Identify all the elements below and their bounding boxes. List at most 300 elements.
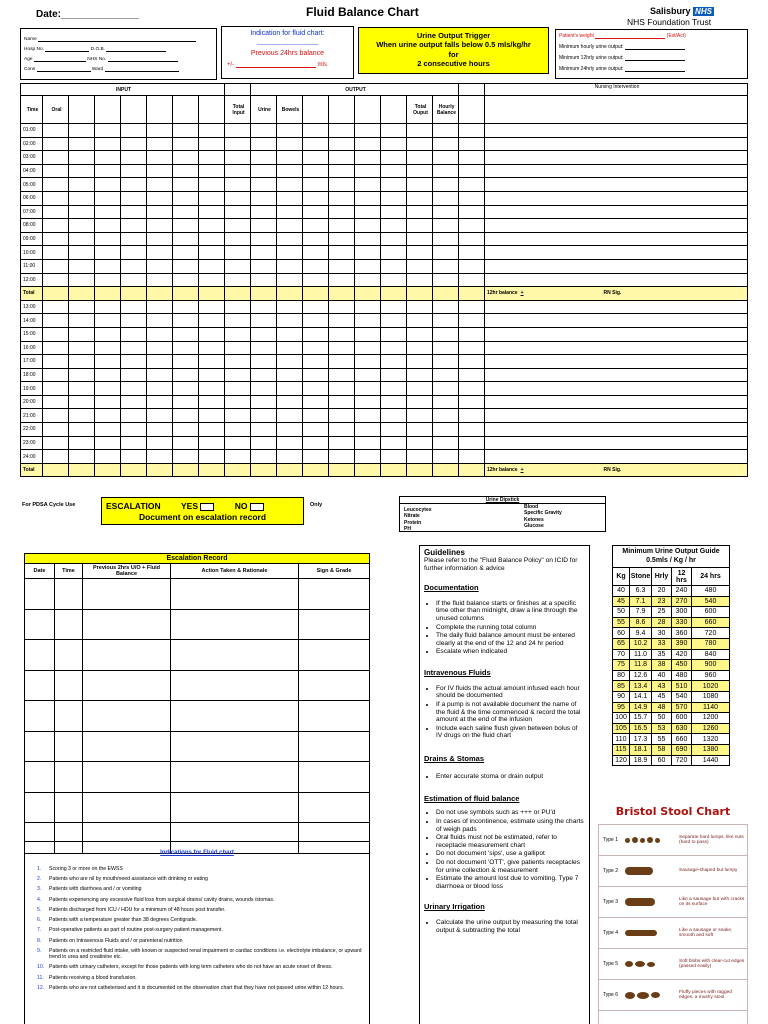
entry-cell[interactable] [225, 314, 251, 328]
entry-cell[interactable] [485, 205, 748, 219]
entry-cell[interactable] [277, 395, 303, 409]
total-cell[interactable] [95, 287, 121, 301]
entry-cell[interactable] [173, 327, 199, 341]
escalation-cell[interactable] [25, 731, 55, 762]
entry-cell[interactable] [225, 178, 251, 192]
entry-cell[interactable] [407, 355, 433, 369]
entry-cell[interactable] [69, 124, 95, 138]
entry-cell[interactable] [485, 382, 748, 396]
entry-cell[interactable] [95, 178, 121, 192]
escalation-cell[interactable] [25, 640, 55, 671]
entry-cell[interactable] [173, 191, 199, 205]
escalation-cell[interactable] [83, 579, 171, 610]
entry-cell[interactable] [277, 191, 303, 205]
entry-cell[interactable] [251, 164, 277, 178]
entry-cell[interactable] [329, 232, 355, 246]
entry-cell[interactable] [485, 137, 748, 151]
entry-cell[interactable] [225, 436, 251, 450]
entry-cell[interactable] [485, 191, 748, 205]
entry-cell[interactable] [147, 300, 173, 314]
entry-cell[interactable] [407, 382, 433, 396]
entry-cell[interactable] [303, 341, 329, 355]
escalation-cell[interactable] [299, 731, 370, 762]
entry-cell[interactable] [277, 423, 303, 437]
entry-cell[interactable] [433, 450, 459, 464]
entry-cell[interactable] [433, 191, 459, 205]
entry-cell[interactable] [147, 273, 173, 287]
total-cell[interactable] [329, 463, 355, 477]
entry-cell[interactable] [251, 151, 277, 165]
entry-cell[interactable] [303, 327, 329, 341]
entry-cell[interactable] [277, 436, 303, 450]
entry-cell[interactable] [95, 259, 121, 273]
total-cell[interactable] [433, 463, 459, 477]
entry-cell[interactable] [407, 436, 433, 450]
entry-cell[interactable] [225, 151, 251, 165]
entry-cell[interactable] [485, 151, 748, 165]
entry-cell[interactable] [433, 368, 459, 382]
entry-cell[interactable] [459, 219, 485, 233]
entry-cell[interactable] [43, 355, 69, 369]
entry-cell[interactable] [69, 314, 95, 328]
entry-cell[interactable] [199, 219, 225, 233]
entry-cell[interactable] [251, 219, 277, 233]
entry-cell[interactable] [147, 246, 173, 260]
entry-cell[interactable] [173, 164, 199, 178]
total-cell[interactable] [121, 287, 147, 301]
entry-cell[interactable] [329, 191, 355, 205]
total-cell[interactable] [225, 287, 251, 301]
entry-cell[interactable] [199, 232, 225, 246]
total-cell[interactable] [303, 463, 329, 477]
entry-cell[interactable] [251, 191, 277, 205]
entry-cell[interactable] [199, 368, 225, 382]
entry-cell[interactable] [407, 232, 433, 246]
entry-cell[interactable] [173, 368, 199, 382]
entry-cell[interactable] [95, 395, 121, 409]
entry-cell[interactable] [355, 232, 381, 246]
entry-cell[interactable] [433, 178, 459, 192]
entry-cell[interactable] [329, 219, 355, 233]
entry-cell[interactable] [121, 164, 147, 178]
entry-cell[interactable] [173, 355, 199, 369]
entry-cell[interactable] [121, 382, 147, 396]
entry-cell[interactable] [303, 246, 329, 260]
total-cell[interactable] [433, 287, 459, 301]
entry-cell[interactable] [459, 423, 485, 437]
entry-cell[interactable] [121, 450, 147, 464]
entry-cell[interactable] [485, 178, 748, 192]
entry-cell[interactable] [121, 151, 147, 165]
entry-cell[interactable] [95, 191, 121, 205]
entry-cell[interactable] [251, 246, 277, 260]
entry-cell[interactable] [199, 382, 225, 396]
entry-cell[interactable] [225, 382, 251, 396]
escalation-cell[interactable] [55, 640, 83, 671]
entry-cell[interactable] [199, 246, 225, 260]
entry-cell[interactable] [43, 137, 69, 151]
entry-cell[interactable] [329, 259, 355, 273]
escalation-cell[interactable] [55, 701, 83, 732]
entry-cell[interactable] [485, 450, 748, 464]
entry-cell[interactable] [303, 436, 329, 450]
escalation-cell[interactable] [25, 762, 55, 793]
entry-cell[interactable] [147, 423, 173, 437]
entry-cell[interactable] [407, 191, 433, 205]
total-cell[interactable] [69, 287, 95, 301]
total-cell[interactable] [355, 463, 381, 477]
entry-cell[interactable] [147, 219, 173, 233]
entry-cell[interactable] [251, 436, 277, 450]
entry-cell[interactable] [43, 436, 69, 450]
entry-cell[interactable] [43, 164, 69, 178]
escalation-cell[interactable] [83, 762, 171, 793]
entry-cell[interactable] [225, 300, 251, 314]
entry-cell[interactable] [459, 178, 485, 192]
entry-cell[interactable] [407, 219, 433, 233]
entry-cell[interactable] [277, 355, 303, 369]
entry-cell[interactable] [329, 382, 355, 396]
entry-cell[interactable] [251, 178, 277, 192]
total-cell[interactable] [43, 287, 69, 301]
escalation-cell[interactable] [171, 579, 299, 610]
entry-cell[interactable] [199, 191, 225, 205]
entry-cell[interactable] [459, 246, 485, 260]
entry-cell[interactable] [251, 382, 277, 396]
escalation-cell[interactable] [171, 731, 299, 762]
entry-cell[interactable] [121, 124, 147, 138]
entry-cell[interactable] [355, 423, 381, 437]
entry-cell[interactable] [69, 137, 95, 151]
entry-cell[interactable] [485, 314, 748, 328]
entry-cell[interactable] [329, 341, 355, 355]
entry-cell[interactable] [355, 219, 381, 233]
entry-cell[interactable] [485, 219, 748, 233]
entry-cell[interactable] [121, 355, 147, 369]
escalation-cell[interactable] [55, 731, 83, 762]
entry-cell[interactable] [433, 259, 459, 273]
entry-cell[interactable] [459, 137, 485, 151]
entry-cell[interactable] [459, 355, 485, 369]
entry-cell[interactable] [173, 232, 199, 246]
entry-cell[interactable] [277, 259, 303, 273]
total-cell[interactable] [459, 463, 485, 477]
entry-cell[interactable] [147, 191, 173, 205]
entry-cell[interactable] [433, 246, 459, 260]
entry-cell[interactable] [69, 246, 95, 260]
escalation-cell[interactable] [25, 701, 55, 732]
entry-cell[interactable] [43, 300, 69, 314]
entry-cell[interactable] [251, 409, 277, 423]
yes-checkbox[interactable] [200, 503, 214, 511]
entry-cell[interactable] [381, 219, 407, 233]
entry-cell[interactable] [407, 137, 433, 151]
entry-cell[interactable] [199, 341, 225, 355]
entry-cell[interactable] [381, 395, 407, 409]
entry-cell[interactable] [433, 205, 459, 219]
total-cell[interactable] [95, 463, 121, 477]
entry-cell[interactable] [303, 124, 329, 138]
entry-cell[interactable] [199, 409, 225, 423]
entry-cell[interactable] [329, 436, 355, 450]
entry-cell[interactable] [355, 259, 381, 273]
entry-cell[interactable] [173, 151, 199, 165]
entry-cell[interactable] [95, 300, 121, 314]
entry-cell[interactable] [329, 300, 355, 314]
entry-cell[interactable] [121, 205, 147, 219]
entry-cell[interactable] [43, 368, 69, 382]
total-cell[interactable] [147, 463, 173, 477]
entry-cell[interactable] [121, 273, 147, 287]
entry-cell[interactable] [251, 124, 277, 138]
escalation-cell[interactable] [55, 609, 83, 640]
total-cell[interactable] [69, 463, 95, 477]
entry-cell[interactable] [43, 382, 69, 396]
cons-field[interactable] [37, 66, 91, 72]
entry-cell[interactable] [355, 205, 381, 219]
output-12hr-field[interactable] [625, 55, 685, 61]
escalation-cell[interactable] [25, 609, 55, 640]
total-cell[interactable] [355, 287, 381, 301]
entry-cell[interactable] [355, 178, 381, 192]
entry-cell[interactable] [329, 273, 355, 287]
entry-cell[interactable] [329, 450, 355, 464]
entry-cell[interactable] [329, 355, 355, 369]
age-field[interactable] [34, 56, 86, 62]
entry-cell[interactable] [407, 409, 433, 423]
escalation-cell[interactable] [83, 792, 171, 823]
entry-cell[interactable] [43, 395, 69, 409]
entry-cell[interactable] [121, 327, 147, 341]
escalation-cell[interactable] [299, 701, 370, 732]
entry-cell[interactable] [95, 164, 121, 178]
entry-cell[interactable] [329, 409, 355, 423]
entry-cell[interactable] [69, 355, 95, 369]
entry-cell[interactable] [69, 191, 95, 205]
entry-cell[interactable] [43, 219, 69, 233]
total-cell[interactable] [329, 287, 355, 301]
escalation-cell[interactable] [55, 579, 83, 610]
entry-cell[interactable] [381, 151, 407, 165]
entry-cell[interactable] [199, 300, 225, 314]
entry-cell[interactable] [381, 205, 407, 219]
entry-cell[interactable] [95, 151, 121, 165]
entry-cell[interactable] [121, 178, 147, 192]
escalation-cell[interactable] [83, 731, 171, 762]
entry-cell[interactable] [459, 191, 485, 205]
entry-cell[interactable] [485, 436, 748, 450]
entry-cell[interactable] [69, 395, 95, 409]
entry-cell[interactable] [459, 395, 485, 409]
entry-cell[interactable] [329, 124, 355, 138]
entry-cell[interactable] [355, 450, 381, 464]
entry-cell[interactable] [459, 409, 485, 423]
escalation-cell[interactable] [171, 640, 299, 671]
entry-cell[interactable] [355, 300, 381, 314]
entry-cell[interactable] [251, 368, 277, 382]
entry-cell[interactable] [121, 191, 147, 205]
entry-cell[interactable] [147, 368, 173, 382]
entry-cell[interactable] [407, 246, 433, 260]
entry-cell[interactable] [381, 191, 407, 205]
output-24hr-field[interactable] [625, 66, 685, 72]
entry-cell[interactable] [433, 423, 459, 437]
entry-cell[interactable] [329, 395, 355, 409]
entry-cell[interactable] [277, 137, 303, 151]
entry-cell[interactable] [277, 300, 303, 314]
escalation-cell[interactable] [171, 609, 299, 640]
entry-cell[interactable] [277, 164, 303, 178]
entry-cell[interactable] [199, 327, 225, 341]
entry-cell[interactable] [147, 450, 173, 464]
entry-cell[interactable] [433, 151, 459, 165]
escalation-cell[interactable] [171, 701, 299, 732]
escalation-cell[interactable] [171, 792, 299, 823]
total-cell[interactable] [381, 287, 407, 301]
entry-cell[interactable] [173, 436, 199, 450]
total-cell[interactable] [407, 463, 433, 477]
entry-cell[interactable] [355, 327, 381, 341]
entry-cell[interactable] [303, 151, 329, 165]
entry-cell[interactable] [277, 124, 303, 138]
entry-cell[interactable] [459, 314, 485, 328]
entry-cell[interactable] [277, 178, 303, 192]
entry-cell[interactable] [329, 178, 355, 192]
entry-cell[interactable] [173, 205, 199, 219]
entry-cell[interactable] [147, 436, 173, 450]
entry-cell[interactable] [485, 395, 748, 409]
entry-cell[interactable] [381, 259, 407, 273]
entry-cell[interactable] [225, 259, 251, 273]
entry-cell[interactable] [147, 137, 173, 151]
ward-field[interactable] [105, 66, 179, 72]
entry-cell[interactable] [459, 382, 485, 396]
entry-cell[interactable] [277, 151, 303, 165]
entry-cell[interactable] [459, 450, 485, 464]
entry-cell[interactable] [459, 205, 485, 219]
entry-cell[interactable] [43, 423, 69, 437]
entry-cell[interactable] [147, 178, 173, 192]
entry-cell[interactable] [355, 355, 381, 369]
entry-cell[interactable] [95, 314, 121, 328]
nhs-no-field[interactable] [108, 56, 178, 62]
entry-cell[interactable] [225, 124, 251, 138]
entry-cell[interactable] [251, 395, 277, 409]
entry-cell[interactable] [485, 232, 748, 246]
entry-cell[interactable] [147, 395, 173, 409]
escalation-cell[interactable] [299, 792, 370, 823]
entry-cell[interactable] [485, 124, 748, 138]
entry-cell[interactable] [303, 232, 329, 246]
entry-cell[interactable] [459, 436, 485, 450]
entry-cell[interactable] [329, 164, 355, 178]
entry-cell[interactable] [355, 409, 381, 423]
entry-cell[interactable] [355, 246, 381, 260]
entry-cell[interactable] [303, 382, 329, 396]
entry-cell[interactable] [329, 137, 355, 151]
entry-cell[interactable] [199, 395, 225, 409]
entry-cell[interactable] [303, 423, 329, 437]
entry-cell[interactable] [225, 137, 251, 151]
entry-cell[interactable] [459, 273, 485, 287]
entry-cell[interactable] [355, 436, 381, 450]
entry-cell[interactable] [485, 273, 748, 287]
entry-cell[interactable] [277, 327, 303, 341]
entry-cell[interactable] [173, 314, 199, 328]
total-cell[interactable] [121, 463, 147, 477]
entry-cell[interactable] [329, 327, 355, 341]
entry-cell[interactable] [381, 246, 407, 260]
escalation-cell[interactable] [25, 792, 55, 823]
entry-cell[interactable] [69, 300, 95, 314]
entry-cell[interactable] [251, 450, 277, 464]
entry-cell[interactable] [381, 355, 407, 369]
entry-cell[interactable] [433, 327, 459, 341]
entry-cell[interactable] [355, 151, 381, 165]
entry-cell[interactable] [381, 137, 407, 151]
entry-cell[interactable] [303, 273, 329, 287]
entry-cell[interactable] [355, 314, 381, 328]
entry-cell[interactable] [433, 314, 459, 328]
entry-cell[interactable] [173, 300, 199, 314]
entry-cell[interactable] [433, 164, 459, 178]
escalation-cell[interactable] [55, 792, 83, 823]
entry-cell[interactable] [43, 246, 69, 260]
entry-cell[interactable] [43, 124, 69, 138]
entry-cell[interactable] [407, 124, 433, 138]
entry-cell[interactable] [121, 259, 147, 273]
total-cell[interactable] [277, 463, 303, 477]
entry-cell[interactable] [95, 205, 121, 219]
entry-cell[interactable] [459, 164, 485, 178]
entry-cell[interactable] [199, 273, 225, 287]
entry-cell[interactable] [199, 436, 225, 450]
entry-cell[interactable] [407, 178, 433, 192]
entry-cell[interactable] [251, 273, 277, 287]
entry-cell[interactable] [381, 273, 407, 287]
entry-cell[interactable] [303, 395, 329, 409]
entry-cell[interactable] [225, 327, 251, 341]
entry-cell[interactable] [355, 341, 381, 355]
entry-cell[interactable] [225, 409, 251, 423]
entry-cell[interactable] [69, 164, 95, 178]
entry-cell[interactable] [225, 246, 251, 260]
entry-cell[interactable] [407, 314, 433, 328]
entry-cell[interactable] [433, 341, 459, 355]
entry-cell[interactable] [277, 409, 303, 423]
total-cell[interactable] [277, 287, 303, 301]
entry-cell[interactable] [407, 423, 433, 437]
entry-cell[interactable] [381, 450, 407, 464]
entry-cell[interactable] [95, 450, 121, 464]
entry-cell[interactable] [381, 436, 407, 450]
entry-cell[interactable] [381, 327, 407, 341]
entry-cell[interactable] [407, 327, 433, 341]
entry-cell[interactable] [277, 246, 303, 260]
entry-cell[interactable] [43, 314, 69, 328]
entry-cell[interactable] [121, 409, 147, 423]
previous-balance-field[interactable] [236, 62, 316, 68]
name-field[interactable] [38, 36, 196, 42]
entry-cell[interactable] [95, 273, 121, 287]
entry-cell[interactable] [173, 423, 199, 437]
entry-cell[interactable] [121, 219, 147, 233]
escalation-cell[interactable] [55, 762, 83, 793]
entry-cell[interactable] [329, 423, 355, 437]
total-cell[interactable] [199, 287, 225, 301]
escalation-cell[interactable] [83, 670, 171, 701]
entry-cell[interactable] [251, 259, 277, 273]
